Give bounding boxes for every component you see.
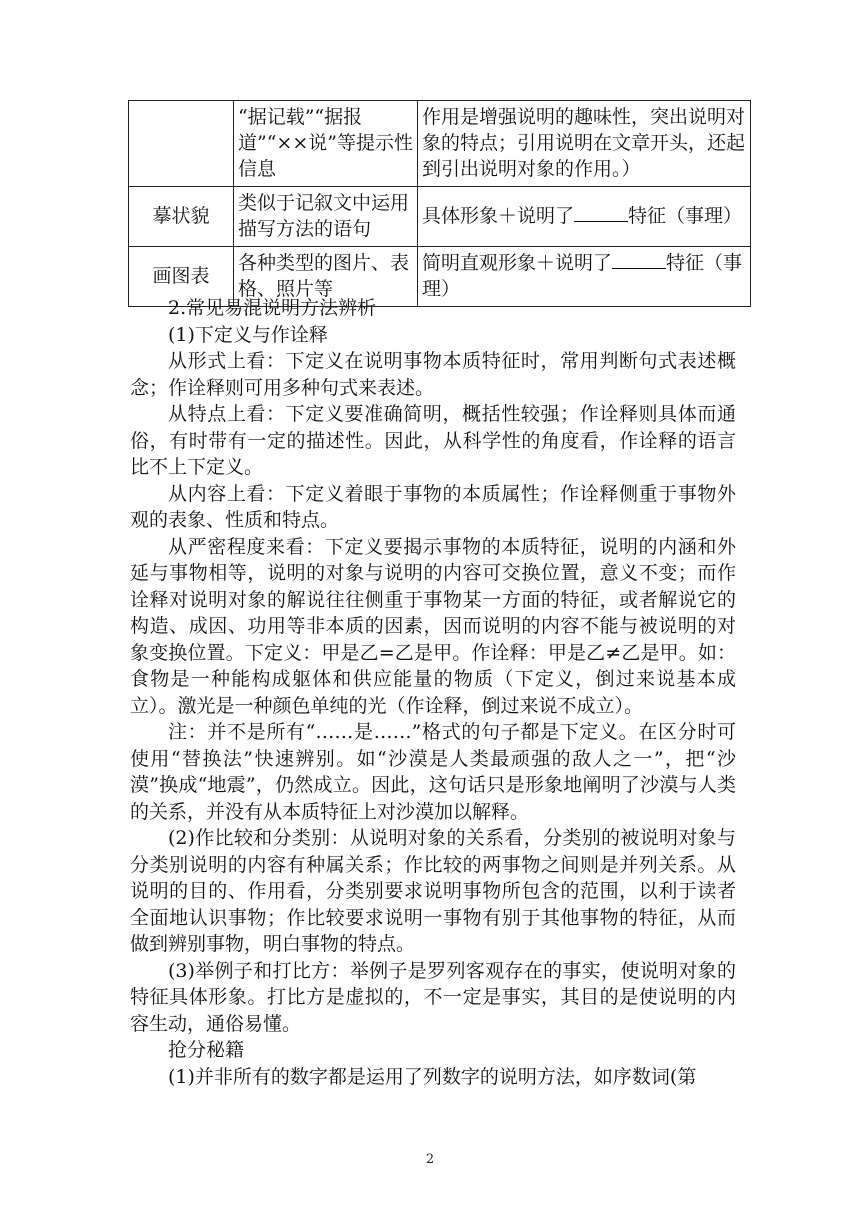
method-name-cell: 画图表 — [129, 247, 234, 307]
effect-text-before: 具体形象＋说明了 — [422, 205, 575, 227]
paragraph: 从形式上看：下定义在说明事物本质特征时，常用判断句式表述概念；作诠释则可用多种句式来表述。 — [130, 350, 736, 399]
paragraph: 从严密程度来看：下定义要揭示事物的本质特征，说明的内涵和外延与事物相等，说明的对象与说明的内容可交换位置，意义不变；而作诠释对说明对象的解说往往侧重于事物某一方面的特征，或者解说它的构造、成因、功用等非本质的因素，因而说明的内容不能与被说明的对象变换位置。下定义：甲是乙=乙是甲。作诠释：甲是乙≠乙是甲。如：食物是一种能构成躯体和供应能量的物质（下定义，倒过来说基本成立）。激光是一种颜色单纯的光（作诠释，倒过来说不成立）。 — [130, 535, 736, 717]
subsection-heading: (1)下定义与作诠释 — [168, 323, 328, 346]
body-text — [130, 295, 736, 1090]
method-name-cell — [129, 101, 234, 187]
method-feature-cell: 各种类型的图片、表格、照片等 — [234, 247, 418, 307]
section-heading: 抢分秘籍 — [168, 1039, 245, 1061]
table-row — [129, 101, 751, 187]
paragraph: (2)作比较和分类别：从说明对象的关系看，分类别的被说明对象与分类别说明的内容有种属关系；作比较的两事物之间则是并列关系。从说明的目的、作用看，分类别要求说明事物所包含的范围，以利于读者全面地认识事物；作比较要求说明一事物有别于其他事物的特征，从而做到辨别事物，明白事物的特点。 — [130, 827, 736, 955]
method-name-cell: 摹状貌 — [129, 187, 234, 247]
fill-in-blank — [612, 250, 666, 269]
explanation-methods-table — [128, 100, 751, 307]
method-feature-cell: 类似于记叙文中运用描写方法的语句 — [234, 187, 418, 247]
paragraph: 从内容上看：下定义着眼于事物的本质属性；作诠释侧重于事物外观的表象、性质和特点。 — [130, 482, 736, 531]
section-heading: 2.常见易混说明方法辨析 — [168, 297, 377, 319]
effect-text-after: 特征（事理） — [422, 252, 743, 300]
effect-text-before: 简明直观形象＋说明了 — [422, 252, 613, 274]
paragraph: (3)举例子和打比方：举例子是罗列客观存在的事实，使说明对象的特征具体形象。打比方是虚拟的，不一定是事实，其目的是使说明的内容生动，通俗易懂。 — [130, 959, 736, 1035]
effect-text-after: 特征（事理） — [628, 205, 743, 227]
page-number: 2 — [425, 1152, 435, 1167]
paragraph: (1)并非所有的数字都是运用了列数字的说明方法，如序数词(第 — [168, 1065, 697, 1088]
method-effect-cell — [418, 187, 751, 247]
method-feature-cell: “据记载”“据报道”“××说”等提示性信息 — [234, 101, 418, 187]
table-row — [129, 187, 751, 247]
fill-in-blank — [574, 203, 628, 222]
paragraph: 从特点上看：下定义要准确简明，概括性较强；作诠释则具体而通俗，有时带有一定的描述性。因此，从科学性的角度看，作诠释的语言比不上下定义。 — [130, 403, 736, 478]
method-effect-cell: 作用是增强说明的趣味性，突出说明对象的特点；引用说明在文章开头，还起到引出说明对象的作用。） — [418, 101, 751, 187]
note-paragraph: 注：并不是所有“……是……”格式的句子都是下定义。在区分时可使用“替换法”快速辨别。如“沙漠是人类最顽强的敌人之一”，把“沙漠”换成“地震”，仍然成立。因此，这句话只是形象地阐明了沙漠与人类的关系，并没有从本质特征上对沙漠加以解释。 — [130, 721, 736, 823]
